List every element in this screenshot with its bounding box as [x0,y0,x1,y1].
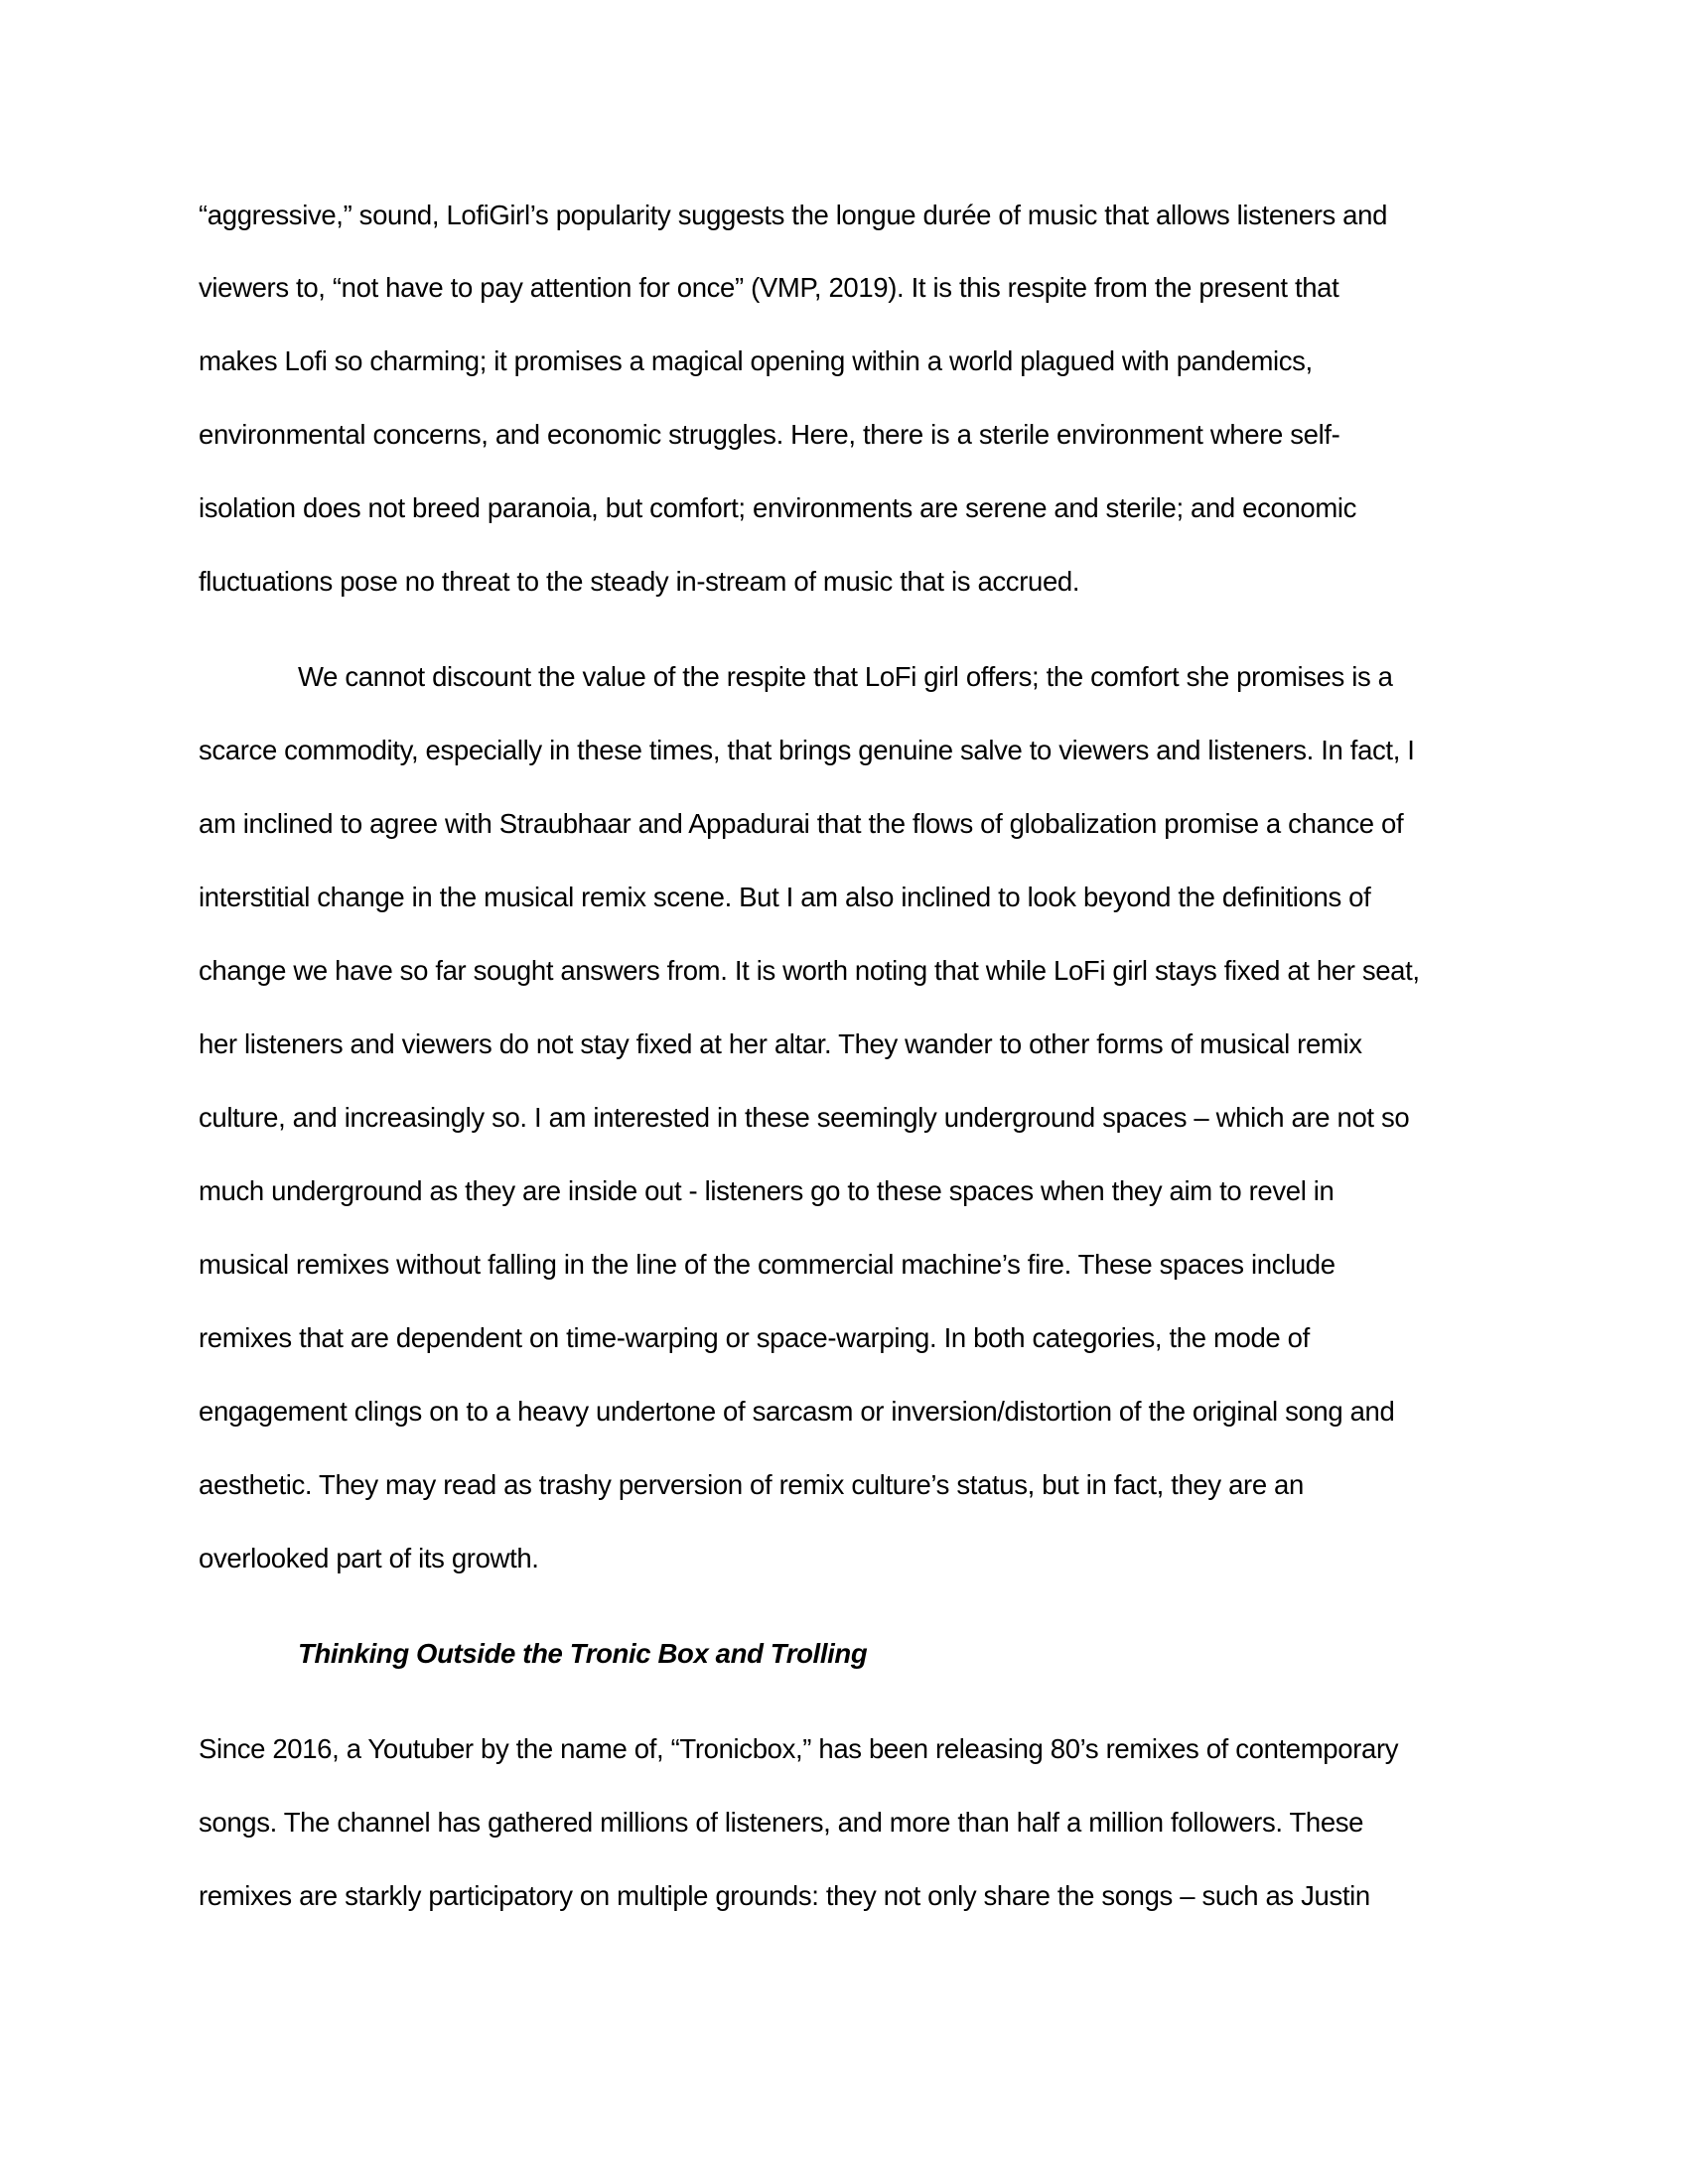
paragraph-2-line-9: musical remixes without falling in the line of the commercial machine’s fire. These spaces include [199,1249,1336,1280]
paragraph-1-line-4: environmental concerns, and economic struggles. Here, there is a sterile environment where self- [199,419,1340,450]
paragraph-1-line-6: fluctuations pose no threat to the steady in-stream of music that is accrued. [199,566,1080,597]
paragraph-3-line-3: remixes are starkly participatory on multiple grounds: they not only share the songs – such as Justin [199,1880,1370,1911]
paragraph-3-line-2: songs. The channel has gathered millions of listeners, and more than half a million followers. These [199,1807,1364,1838]
paragraph-2-line-2: scarce commodity, especially in these times, that brings genuine salve to viewers and listeners. In fact, I [199,735,1415,765]
paragraph-2-line-7: culture, and increasingly so. I am interested in these seemingly underground spaces – which are not so [199,1102,1410,1133]
paragraph-3-line-1: Since 2016, a Youtuber by the name of, “Tronicbox,” has been releasing 80’s remixes of contemporary [199,1733,1399,1764]
paragraph-1-line-1: “aggressive,” sound, LofiGirl’s popularity suggests the longue durée of music that allows listeners and [199,200,1388,230]
paragraph-2-line-6: her listeners and viewers do not stay fixed at her altar. They wander to other forms of musical remix [199,1028,1362,1059]
paragraph-2-line-5: change we have so far sought answers from. It is worth noting that while LoFi girl stays fixed at her seat, [199,955,1420,986]
paragraph-1-line-2: viewers to, “not have to pay attention for once” (VMP, 2019). It is this respite from the present that [199,272,1339,303]
paragraph-2-line-8: much underground as they are inside out - listeners go to these spaces when they aim to revel in [199,1175,1335,1206]
paragraph-2-line-13: overlooked part of its growth. [199,1543,539,1573]
paragraph-2-line-10: remixes that are dependent on time-warping or space-warping. In both categories, the mode of [199,1322,1310,1353]
paragraph-2-line-12: aesthetic. They may read as trashy perversion of remix culture’s status, but in fact, they are an [199,1469,1304,1500]
paragraph-2-line-3: am inclined to agree with Straubhaar and Appadurai that the flows of globalization promise a chance of [199,808,1404,839]
paragraph-1-line-5: isolation does not breed paranoia, but comfort; environments are serene and sterile; and economic [199,492,1357,523]
section-heading: Thinking Outside the Tronic Box and Trolling [298,1638,868,1669]
paragraph-2-line-1: We cannot discount the value of the respite that LoFi girl offers; the comfort she promises is a [298,661,1393,692]
paragraph-2-line-4: interstitial change in the musical remix scene. But I am also inclined to look beyond the definitions of [199,882,1371,912]
paragraph-1-line-3: makes Lofi so charming; it promises a magical opening within a world plagued with pandemics, [199,345,1313,376]
paragraph-2-line-11: engagement clings on to a heavy undertone of sarcasm or inversion/distortion of the original song and [199,1396,1395,1427]
